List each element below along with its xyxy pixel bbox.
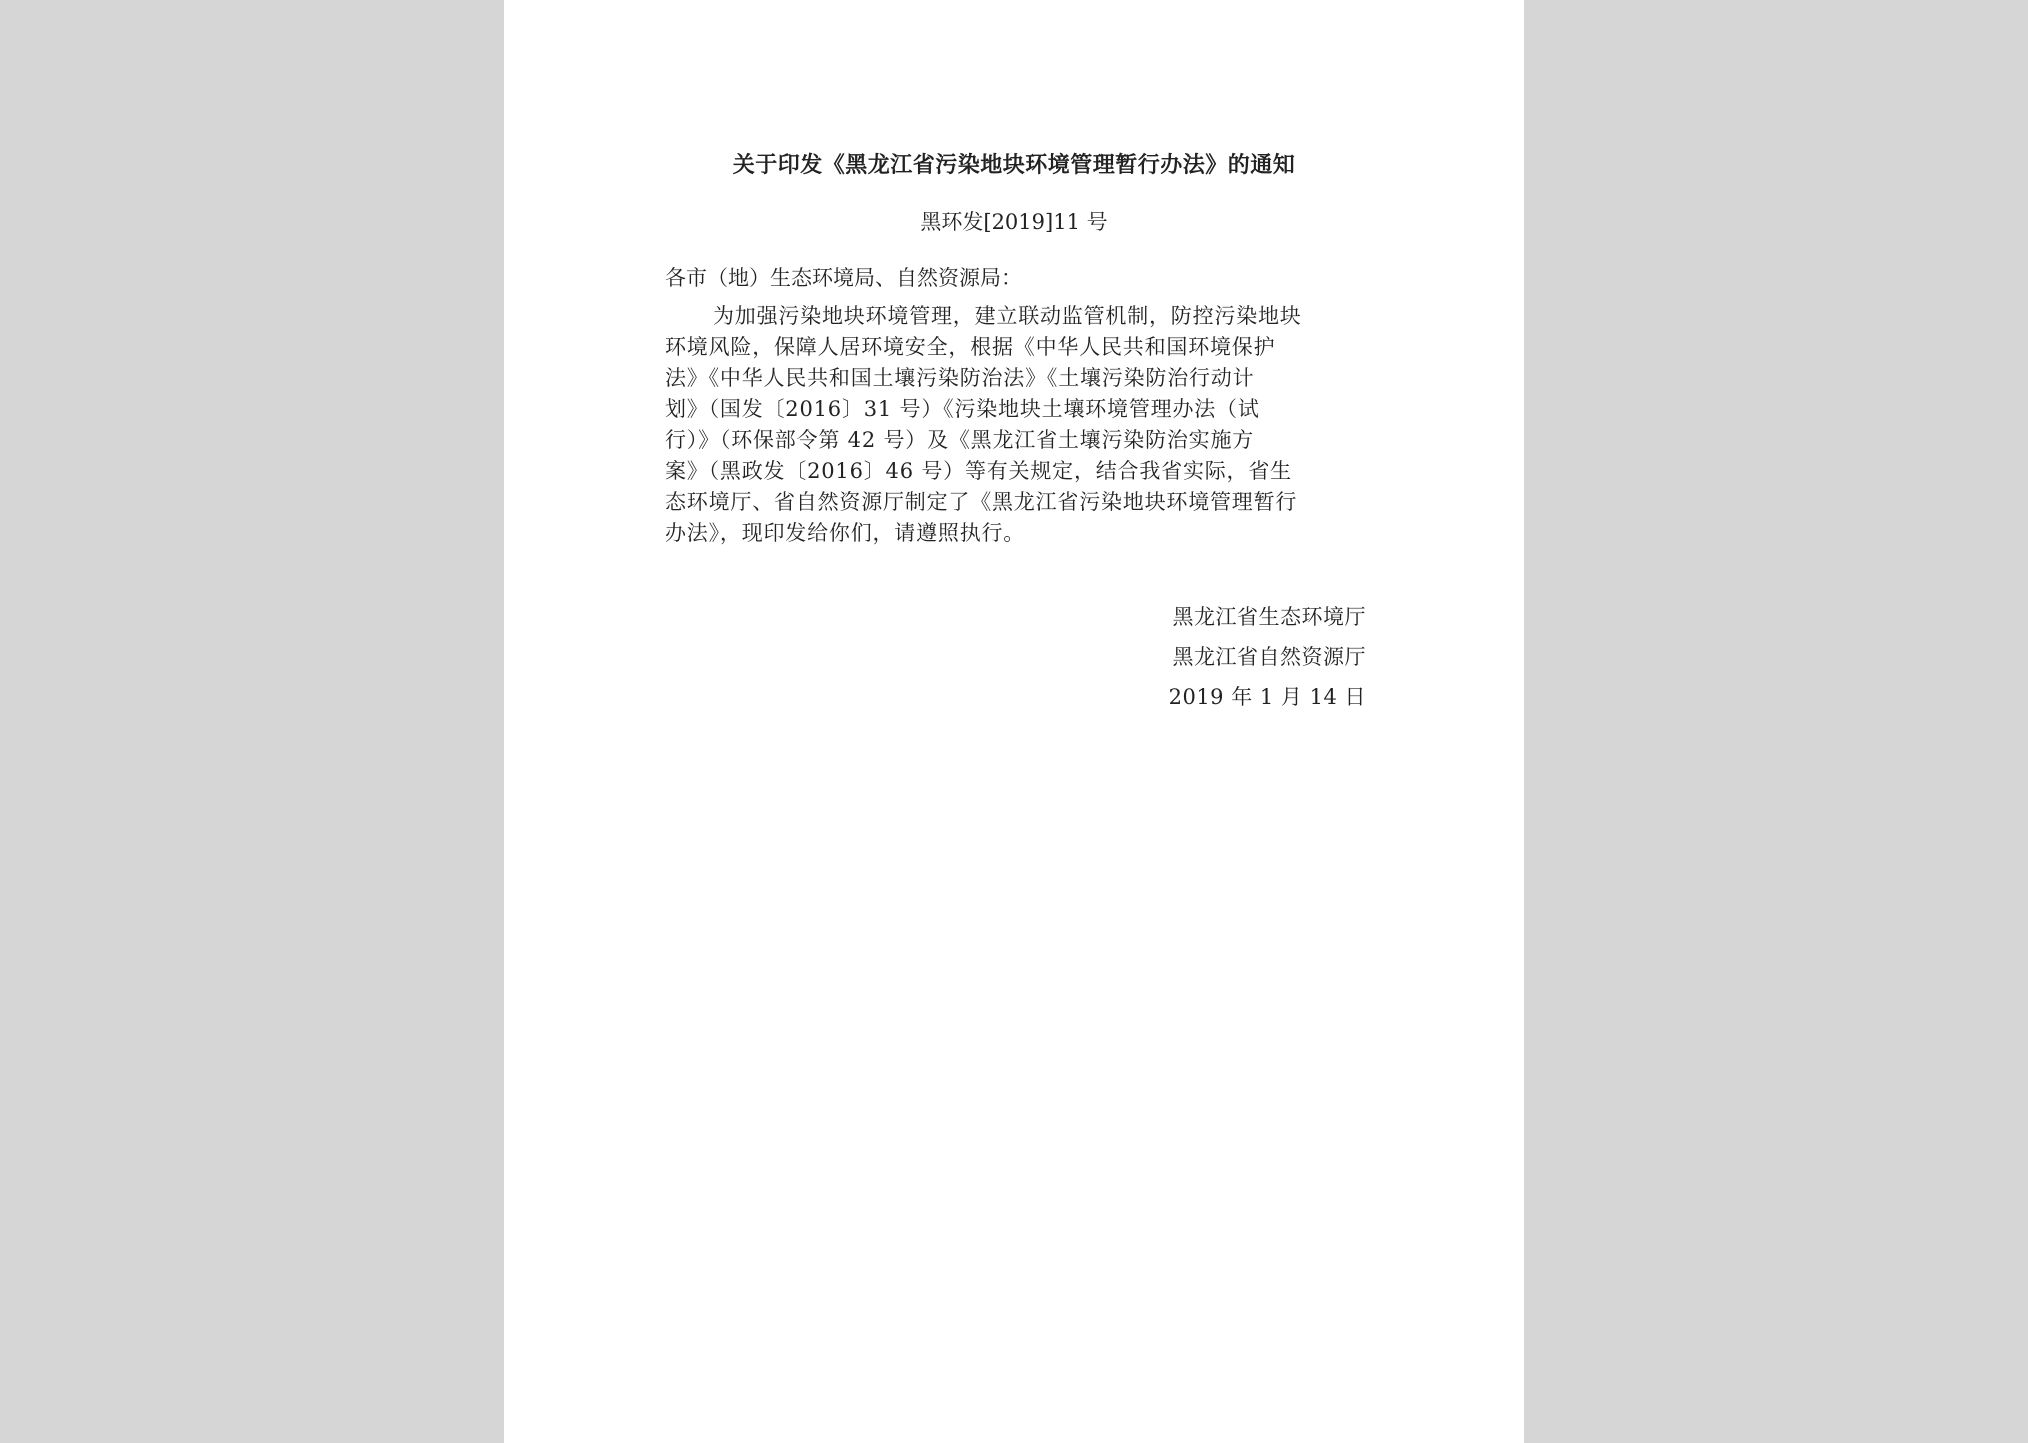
body-line: 案》（黑政发〔2016〕46 号）等有关规定，结合我省实际，省生 bbox=[665, 459, 1292, 483]
body-line: 态环境厅、省自然资源厅制定了《黑龙江省污染地块环境管理暂行 bbox=[665, 490, 1298, 514]
body-line: 为加强污染地块环境管理，建立联动监管机制，防控污染地块 bbox=[713, 304, 1302, 328]
document-page bbox=[504, 0, 1524, 1443]
body-paragraph bbox=[665, 301, 1365, 549]
signature-block bbox=[1169, 597, 1366, 717]
body-line: 行）》（环保部令第 42 号）及《黑龙江省土壤污染防治实施方 bbox=[665, 428, 1255, 452]
body-line: 划》（国发〔2016〕31 号）《污染地块土壤环境管理办法（试 bbox=[665, 397, 1260, 421]
document-title: 关于印发《黑龙江省污染地块环境管理暂行办法》的通知 bbox=[732, 152, 1296, 178]
signatory-name: 黑龙江省生态环境厅 bbox=[1172, 605, 1366, 629]
salutation: 各市（地）生态环境局、自然资源局： bbox=[665, 266, 1022, 290]
document-number: 黑环发[2019]11 号 bbox=[920, 210, 1108, 234]
body-line: 环境风险，保障人居环境安全，根据《中华人民共和国环境保护 bbox=[665, 335, 1276, 359]
signatory-name: 黑龙江省自然资源厅 bbox=[1172, 645, 1366, 669]
document-date: 2019 年 1 月 14 日 bbox=[1168, 685, 1366, 709]
body-line: 法》《中华人民共和国土壤污染防治法》《土壤污染防治行动计 bbox=[665, 366, 1255, 390]
body-line: 办法》，现印发给你们，请遵照执行。 bbox=[665, 521, 1026, 545]
